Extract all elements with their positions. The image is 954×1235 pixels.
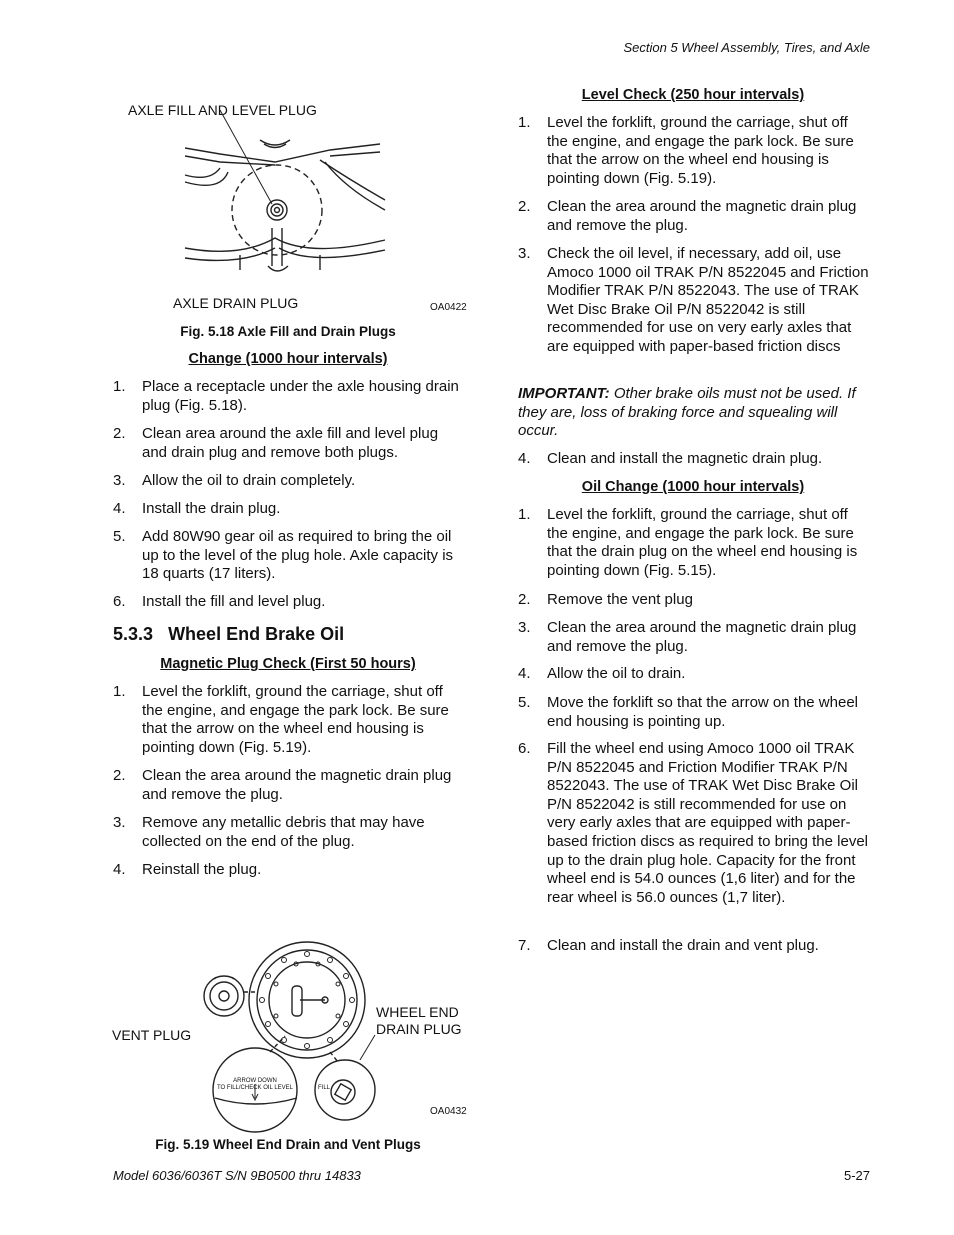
inset-fill-text: FILL [318, 1085, 331, 1091]
running-header: Section 5 Wheel Assembly, Tires, and Axle [623, 40, 870, 55]
list-text: Clean area around the axle fill and level plug and drain plug and remove both plugs. [142, 425, 439, 461]
inset-arrow-text [210, 1078, 300, 1092]
list-number: 4. [113, 500, 126, 517]
list-text: Move the forklift so that the arrow on the wheel end housing is pointing up. [547, 694, 858, 730]
figure-caption: Fig. 5.19 Wheel End Drain and Vent Plugs [155, 1137, 421, 1152]
list-text: Clean the area around the magnetic drain plug and remove the plug. [142, 767, 452, 803]
list-item [518, 619, 870, 656]
important-note [518, 385, 870, 441]
list-number: 6. [518, 740, 531, 757]
label-drain-plug: DRAIN PLUG [376, 1021, 462, 1037]
list-text: Install the fill and level plug. [142, 593, 326, 610]
subheading-change: Change (1000 hour intervals) [188, 351, 388, 367]
list-item [518, 506, 870, 580]
list-item [518, 740, 870, 907]
list-item [113, 500, 463, 519]
list-text: Remove any metallic debris that may have collected on the end of the plug. [142, 814, 425, 850]
list-text: Clean the area around the magnetic drain plug and remove the plug. [547, 198, 857, 234]
list-number: 1. [518, 114, 531, 131]
list-text: Remove the vent plug [547, 591, 693, 608]
list-number: 4. [518, 665, 531, 682]
list-item [518, 114, 870, 188]
list-number: 2. [113, 767, 126, 784]
list-text: Fill the wheel end using Amoco 1000 oil TRAK P/N 8522045 and Friction Modifier TRAK P/N 8522043. The use of TRAK Wet Disc Brake Oil P/N 8522042 is still recommended for use on very early axles that are equipped with paper-based friction discs as required to bring the level up to the drain plug hole. Capacity for the front wheel end is 54.0 ounces (1,6 liter) and for the rear wheel is 56.0 ounces (1,7 liter). [547, 740, 869, 906]
list-item [113, 378, 463, 415]
list-number: 2. [518, 591, 531, 608]
list-item [113, 683, 463, 757]
list-number: 6. [113, 593, 126, 610]
label-axle-drain-plug: AXLE DRAIN PLUG [173, 295, 299, 311]
list-item [518, 245, 870, 357]
list-number: 2. [113, 425, 126, 442]
list-item [113, 425, 463, 462]
footer-model: Model 6036/6036T S/N 9B0500 thru 14833 [113, 1168, 361, 1183]
figure-code: OA0432 [430, 1106, 467, 1117]
list-item [113, 767, 463, 804]
list-text: Level the forklift, ground the carriage, shut off the engine, and engage the park lock. Be sure that the arrow on the wheel end housing is pointing down (Fig. 5.19). [142, 683, 449, 756]
list-item [518, 591, 870, 610]
list-text: Install the drain plug. [142, 500, 281, 517]
subheading-magnetic-plug: Magnetic Plug Check (First 50 hours) [160, 656, 416, 672]
list-text: Clean and install the drain and vent plug. [547, 937, 819, 954]
list-text: Level the forklift, ground the carriage, shut off the engine, and engage the park lock. Be sure that the drain plug on the wheel end housing is pointing down (Fig. 5.15). [547, 506, 858, 579]
list-item [518, 937, 870, 956]
figure-code: OA0422 [430, 302, 467, 313]
list-number: 3. [518, 619, 531, 636]
list-text: Reinstall the plug. [142, 861, 262, 878]
list-number: 1. [113, 683, 126, 700]
list-number: 3. [113, 472, 126, 489]
important-text: Other brake oils must not be used. If they are, loss of braking force and squealing will occur. [518, 385, 856, 440]
list-number: 1. [518, 506, 531, 523]
list-number: 4. [113, 861, 126, 878]
list-text: Clean and install the magnetic drain plug. [547, 450, 823, 467]
list-item [113, 472, 463, 491]
list-item [518, 450, 870, 469]
subheading-oil-change: Oil Change (1000 hour intervals) [581, 479, 805, 495]
page-number: 5-27 [843, 1168, 870, 1183]
list-text: Allow the oil to drain. [547, 665, 686, 682]
subheading-level-check: Level Check (250 hour intervals) [581, 87, 805, 103]
section-title: Wheel End Brake Oil [168, 624, 345, 644]
list-number: 5. [113, 528, 126, 545]
list-item [113, 861, 463, 880]
section-number: 5.3.3 [113, 624, 154, 644]
list-item [113, 814, 463, 851]
figure-caption: Fig. 5.18 Axle Fill and Drain Plugs [180, 324, 396, 339]
list-number: 4. [518, 450, 531, 467]
list-item [518, 694, 870, 731]
list-item [113, 593, 463, 612]
label-axle-fill-plug: AXLE FILL AND LEVEL PLUG [128, 102, 317, 118]
list-text: Allow the oil to drain completely. [142, 472, 356, 489]
list-number: 3. [113, 814, 126, 831]
label-wheel-end: WHEEL END [376, 1004, 459, 1020]
list-item [518, 198, 870, 235]
important-label: IMPORTANT: [518, 385, 610, 402]
list-number: 7. [518, 937, 531, 954]
inset-arrow-line-1: ARROW DOWN [233, 1078, 277, 1084]
list-number: 3. [518, 245, 531, 262]
list-item [113, 528, 463, 584]
wheel-end-drawing [200, 940, 370, 1135]
list-text: Clean the area around the magnetic drain plug and remove the plug. [547, 619, 857, 655]
list-number: 5. [518, 694, 531, 711]
label-vent-plug: VENT PLUG [112, 1027, 192, 1043]
list-item [518, 665, 870, 684]
list-number: 2. [518, 198, 531, 215]
list-number: 1. [113, 378, 126, 395]
section-heading [113, 624, 344, 645]
list-text: Place a receptacle under the axle housing drain plug (Fig. 5.18). [142, 378, 459, 414]
list-text: Level the forklift, ground the carriage, shut off the engine, and engage the park lock. Be sure that the arrow on the wheel end housing is pointing down (Fig. 5.19). [547, 114, 854, 187]
list-text: Check the oil level, if necessary, add oil, use Amoco 1000 oil TRAK P/N 8522045 and Friction Modifier TRAK P/N 8522043. The use of TRAK Wet Disc Brake Oil P/N 8522042 is still recommended for use on very early axles that are equipped with paper-based friction discs [547, 245, 869, 355]
inset-arrow-line-2: TO FILL/CHECK OIL LEVEL [216, 1085, 294, 1091]
axle-fill-drain-drawing [180, 120, 390, 280]
list-text: Add 80W90 gear oil as required to bring the oil up to the level of the plug hole. Axle capacity is 18 quarts (17 liters). [142, 528, 454, 583]
